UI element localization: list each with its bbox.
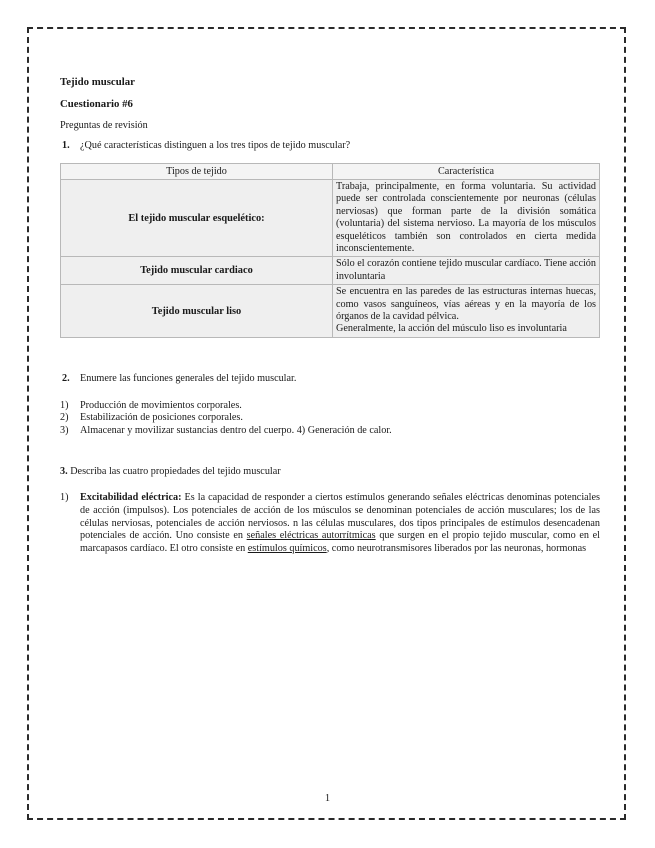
column-header-type: Tipos de tejido <box>61 164 333 180</box>
chemical-stimuli-term: estímulos químicos <box>247 542 327 554</box>
property-number: 1) <box>60 492 69 504</box>
section-heading: Preguntas de revisión <box>60 120 148 131</box>
functions-list <box>60 400 600 438</box>
tissue-description-smooth <box>333 285 600 338</box>
question-1 <box>60 139 600 153</box>
table-row <box>61 285 600 338</box>
column-header-characteristic: Característica <box>333 164 600 180</box>
list-item-number: 3) <box>60 424 69 436</box>
property-text-b: que surgen en el propio tejido muscular, como en el marcapasos cardíaco. El otro consiste en <box>80 530 600 554</box>
smooth-description-part1: Se encuentra en las paredes de las estructuras internas huecas, como vasos sanguíneos, vías aéreas y en la mayoría de los órganos de la cavidad pélvica. <box>336 286 596 323</box>
question-2-number: 2. <box>62 372 70 384</box>
question-2-text: Enumere las funciones generales del tejido muscular. <box>80 372 297 384</box>
question-3 <box>60 465 600 479</box>
list-item-number: 2) <box>60 412 69 424</box>
tissue-description-cardiac: Sólo el corazón contiene tejido muscular cardíaco. Tiene acción involuntaria <box>333 257 600 285</box>
tissue-description-skeletal: Trabaja, principalmente, en forma voluntaria. Su actividad puede ser controlada conscientemente por neuronas (células nerviosas) que forman parte de la división somática (voluntaria) del sistema nervioso. La mayoría de los músculos esqueléticos también son controlados en cierta medida inconscientemente. <box>333 180 600 257</box>
question-3-number: 3. <box>60 466 68 478</box>
list-item-text: Producción de movimientos corporales. <box>80 399 242 411</box>
tissue-types-table <box>60 163 600 338</box>
page-number: 1 <box>324 793 331 804</box>
list-item-number: 1) <box>60 399 69 411</box>
table-row <box>61 180 600 257</box>
property-text-c: , como neurotransmisores liberados por las neuronas, hormonas <box>326 542 587 554</box>
tissue-type-skeletal: El tejido muscular esquelético: <box>61 180 333 257</box>
property-excitability <box>60 492 600 555</box>
document-body <box>60 76 600 555</box>
list-item <box>60 425 600 438</box>
question-2 <box>60 372 600 386</box>
question-1-number: 1. <box>62 140 70 151</box>
property-text-a: Es la capacidad de responder a ciertos estímulos generando señales eléctricas denominas potenciales de acción (impulsos). Los potenciales de acción de los músculos se denominan potenciales de acción musculares; los de las células nerviosas, potenciales de acción nerviosos. n las células musculares, dos tipos principales de estímulos desencadenan potenciales de acción. Uno consiste en <box>80 492 600 542</box>
question-1-text: ¿Qué características distinguen a los tres tipos de tejido muscular? <box>80 140 351 151</box>
tissue-type-cardiac: Tejido muscular cardiaco <box>61 257 333 285</box>
table-row <box>61 257 600 285</box>
question-3-text: Describa las cuatro propiedades del tejido muscular <box>70 466 281 478</box>
document-title: Tejido muscular <box>60 76 135 88</box>
list-item <box>60 400 600 413</box>
list-item-text: Almacenar y movilizar sustancias dentro del cuerpo. 4) Generación de calor. <box>80 424 392 436</box>
list-item <box>60 412 600 425</box>
table-header-row <box>61 164 600 180</box>
list-item-text: Estabilización de posiciones corporales. <box>80 412 243 424</box>
property-term: Excitabilidad eléctrica: <box>80 492 182 504</box>
smooth-description-part2: Generalmente, la acción del músculo liso es involuntaria <box>336 323 567 335</box>
autorhythmic-signals-term: señales eléctricas autorrítmicas <box>246 530 376 542</box>
questionnaire-title: Cuestionario #6 <box>60 98 133 110</box>
tissue-type-smooth: Tejido muscular liso <box>61 285 333 338</box>
